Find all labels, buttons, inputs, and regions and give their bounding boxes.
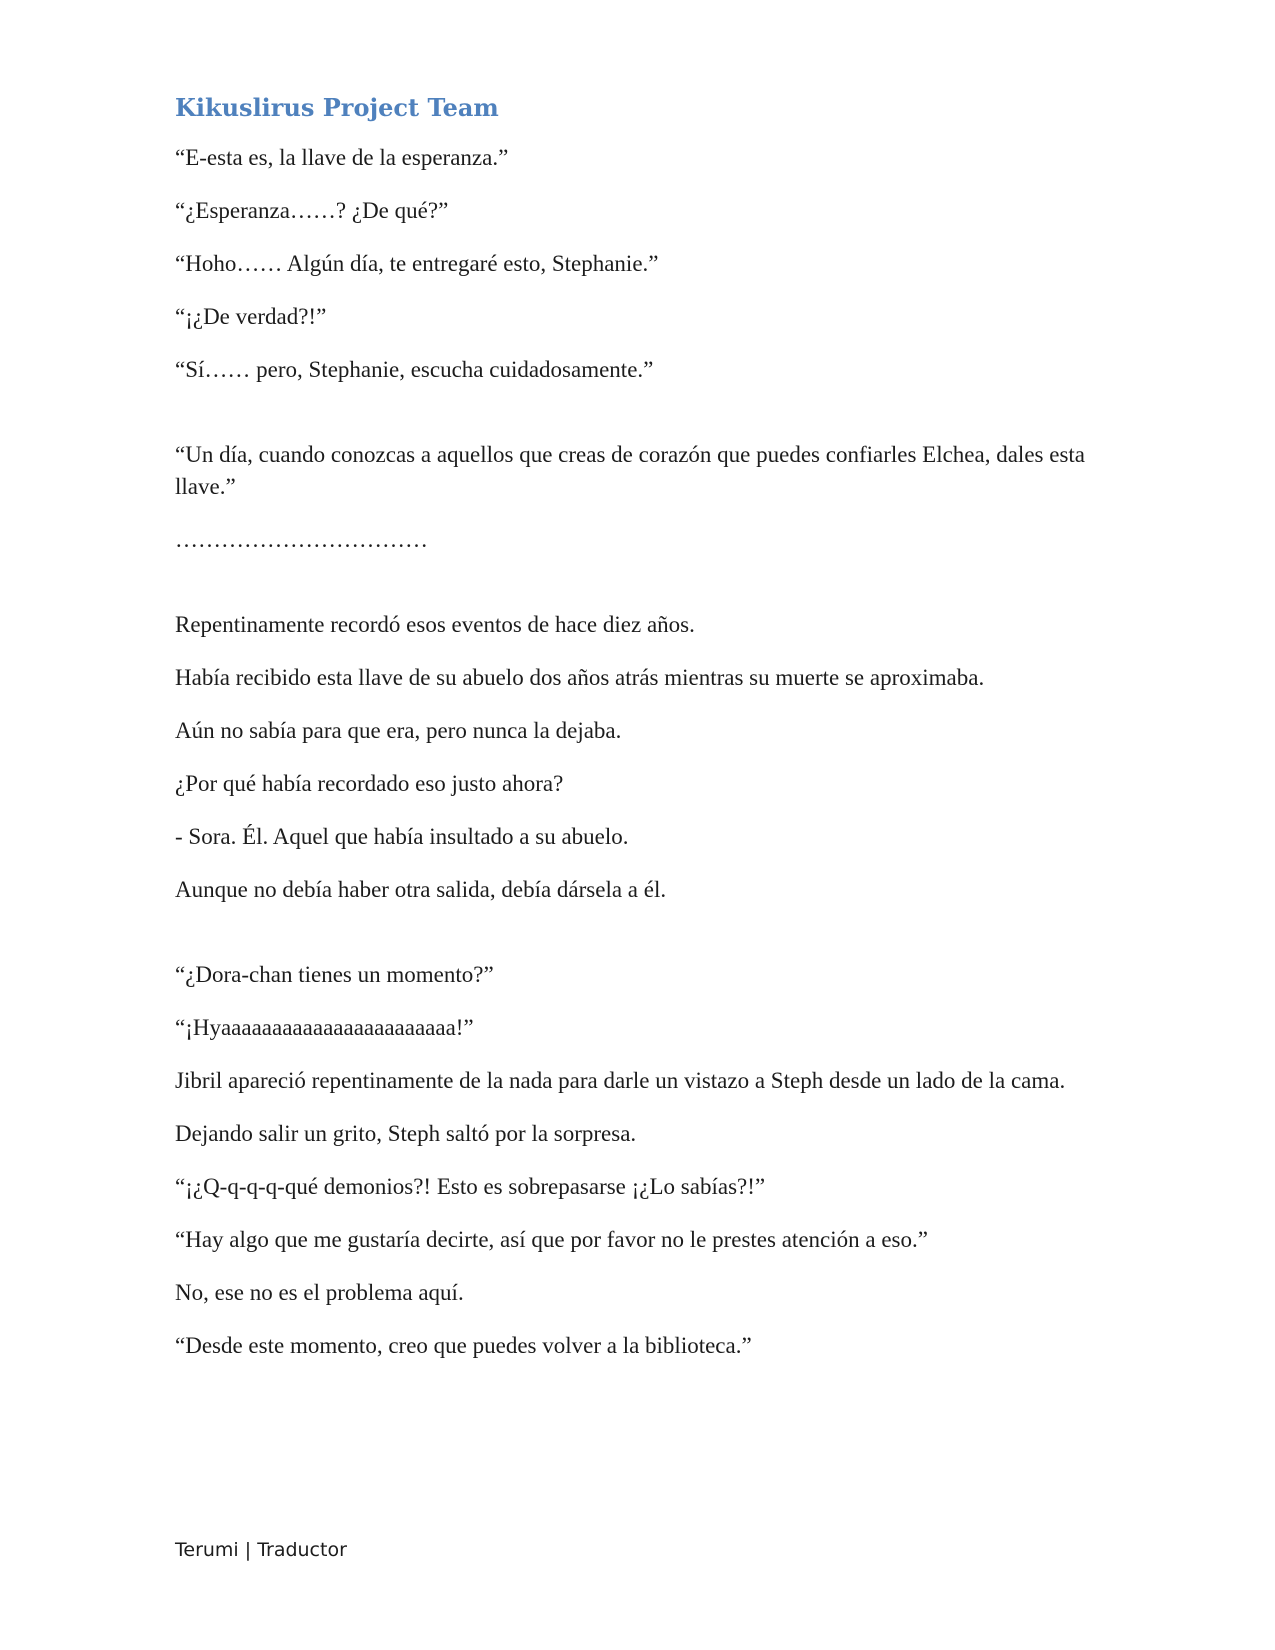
paragraph: “¡Hyaaaaaaaaaaaaaaaaaaaaaaa!” [175, 1015, 474, 1040]
paragraph: “Desde este momento, creo que puedes volver a la biblioteca.” [175, 1333, 752, 1358]
header-title: Kikuslirus Project Team [175, 93, 499, 122]
paragraph: No, ese no es el problema aquí. [175, 1280, 464, 1305]
footer-credit: Terumi | Traductor [175, 1539, 347, 1561]
paragraph: - Sora. Él. Aquel que había insultado a su abuelo. [175, 824, 629, 849]
paragraph: “Hoho…… Algún día, te entregaré esto, Stephanie.” [175, 251, 659, 276]
document-body [175, 142, 1095, 1383]
paragraph: Aunque no debía haber otra salida, debía dársela a él. [175, 877, 667, 902]
paragraph: Dejando salir un grito, Steph saltó por la sorpresa. [175, 1121, 637, 1146]
paragraph: “¡¿De verdad?!” [175, 304, 327, 329]
paragraph: ¿Por qué había recordado eso justo ahora? [175, 771, 564, 796]
paragraph: “Un día, cuando conozcas a aquellos que creas de corazón que puedes confiarles Elchea, dales esta llave.” [175, 442, 1085, 499]
paragraph: Aún no sabía para que era, pero nunca la dejaba. [175, 718, 622, 743]
paragraph: Repentinamente recordó esos eventos de hace diez años. [175, 612, 695, 637]
paragraph: Jibril apareció repentinamente de la nada para darle un vistazo a Steph desde un lado de la cama. [175, 1068, 1066, 1093]
paragraph: “Hay algo que me gustaría decirte, así que por favor no le prestes atención a eso.” [175, 1227, 928, 1252]
paragraph: “E-esta es, la llave de la esperanza.” [175, 145, 509, 170]
paragraph: “¡¿Q-q-q-q-qué demonios?! Esto es sobrepasarse ¡¿Lo sabías?!” [175, 1174, 766, 1199]
paragraph: “¿Dora-chan tienes un momento?” [175, 962, 494, 987]
separator-dots: …………………………… [175, 527, 428, 552]
paragraph: “¿Esperanza……? ¿De qué?” [175, 198, 449, 223]
paragraph: “Sí…… pero, Stephanie, escucha cuidadosamente.” [175, 357, 654, 382]
paragraph: Había recibido esta llave de su abuelo dos años atrás mientras su muerte se aproximaba. [175, 665, 985, 690]
